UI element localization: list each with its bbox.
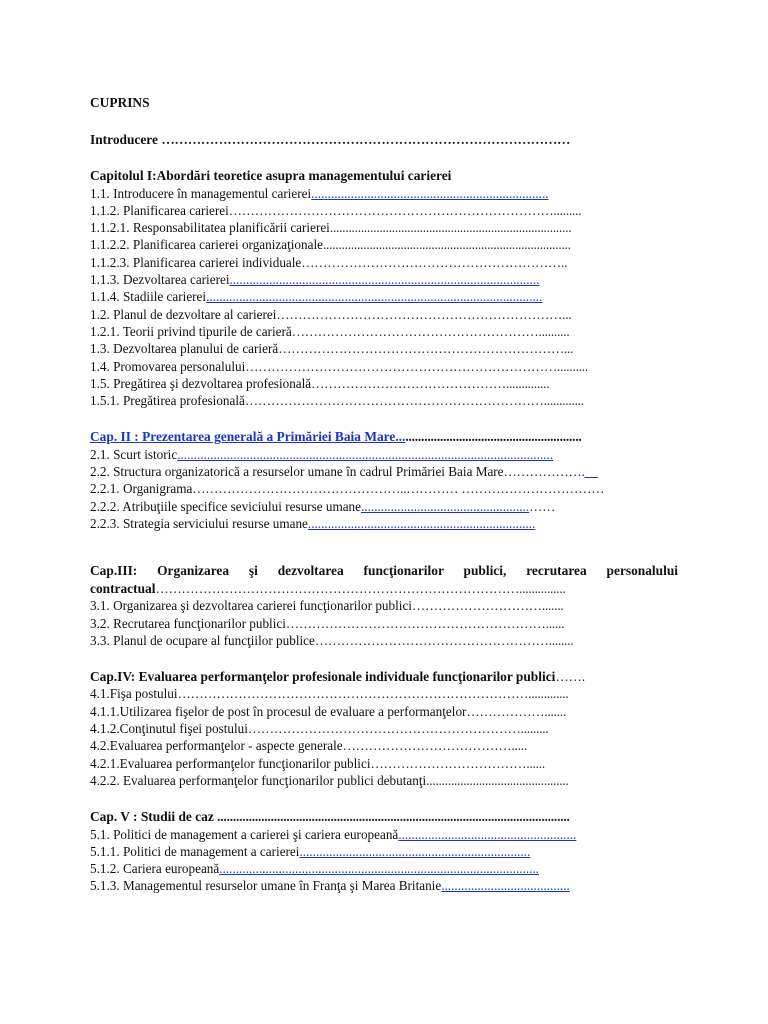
chapter-4-entries: [90, 685, 678, 789]
document-title: CUPRINS: [90, 95, 150, 110]
chapter-4-heading-text: Cap.IV: Evaluarea performanţelor profesionale individuale funcţionarilor publici: [90, 669, 556, 685]
toc-entry-text: 1.1.2. Planificarea carierei: [90, 202, 229, 218]
chapter-2-entries: [90, 446, 678, 532]
table-of-contents: [90, 94, 678, 895]
toc-entry-text: 1.1.3. Dezvoltarea carierei: [90, 272, 230, 288]
toc-entry[interactable]: [90, 219, 678, 236]
chapter-1-heading: Capitolul I:Abordări teoretice asupra managementului carierei: [90, 168, 452, 184]
toc-entry[interactable]: [90, 720, 678, 737]
toc-entry-leader: ……………………………………………………..: [301, 254, 568, 270]
toc-entry-text: 4.1.Fişa postului: [90, 686, 178, 702]
chapter-5-heading-text: Cap. V : Studii de caz: [90, 809, 214, 825]
toc-entry[interactable]: [90, 632, 678, 649]
toc-entry[interactable]: [90, 236, 678, 253]
toc-entry[interactable]: [90, 615, 678, 632]
toc-entry-text: 4.1.1.Utilizarea fişelor de post în procesul de evaluare a performanţelor: [90, 703, 467, 719]
toc-entry[interactable]: [90, 358, 678, 375]
toc-entry[interactable]: [90, 271, 678, 288]
toc-entry-leader: ……………………………………………………………………….............: [177, 686, 569, 702]
toc-entry-leader: …………………………………………………………...: [276, 306, 572, 322]
toc-entry[interactable]: [90, 323, 678, 340]
chapter-2-heading-link[interactable]: Cap. II : Prezentarea generală a Primăriei Baia Mare...: [90, 429, 406, 445]
toc-entry-leader: ..............................................................................: [329, 220, 572, 236]
toc-entry-leader: ……………………………………………………......: [285, 615, 565, 631]
toc-entry-link-leader[interactable]: ......................................................................: [299, 843, 531, 859]
toc-entry-link-leader[interactable]: ..............................................................................................: [229, 272, 540, 288]
toc-entry-link-leader[interactable]: ...................................................: [361, 498, 530, 514]
toc-entry-text: 2.1. Scurt istoric: [90, 446, 178, 462]
toc-entry[interactable]: [90, 703, 678, 720]
toc-entry-text: 3.3. Planul de ocupare al funcţiilor publice: [90, 632, 315, 648]
toc-entry-tail: __: [584, 464, 598, 480]
toc-entry-text: 3.2. Recrutarea funcţionarilor publici: [90, 615, 286, 631]
toc-entry-text: 5.1.3. Managementul resurselor umane în Franţa şi Marea Britanie: [90, 878, 442, 894]
toc-entry[interactable]: [90, 498, 678, 515]
toc-entry[interactable]: [90, 340, 678, 357]
toc-entry[interactable]: [90, 826, 678, 843]
toc-entry-leader: ………………………………………………………………..........: [245, 358, 588, 374]
toc-entry[interactable]: [90, 446, 678, 463]
toc-entry[interactable]: [90, 288, 678, 305]
chapter-3-heading: [90, 562, 678, 597]
toc-entry[interactable]: [90, 185, 678, 202]
toc-entry-text: 1.2. Planul de dezvoltare al carierei: [90, 306, 277, 322]
toc-entry-link-leader[interactable]: .................................................................................................: [219, 861, 540, 877]
toc-entry-link-leader[interactable]: .....................................................................: [307, 515, 536, 531]
chapter-5-heading-leader: ................................................................................................................: [217, 809, 570, 825]
toc-entry[interactable]: [90, 685, 678, 702]
intro-entry[interactable]: [90, 131, 678, 148]
toc-entry-text: 1.4. Promovarea personalului: [90, 358, 246, 374]
toc-entry-text: 2.2.1. Organigrama: [90, 481, 193, 497]
toc-entry[interactable]: [90, 392, 678, 409]
toc-entry-leader: ………………………………………..............: [311, 375, 550, 391]
toc-entry-leader: ................................................................................: [323, 237, 571, 253]
toc-entry-text: 5.1.1. Politici de management a carierei: [90, 843, 300, 859]
toc-entry-text: 1.1.2.1. Responsabilitatea planificării carierei: [90, 220, 330, 236]
toc-entry-leader: ..............................................: [426, 772, 569, 788]
toc-entry-text: 1.1.2.2. Planificarea carierei organizaţionale: [90, 237, 323, 253]
toc-entry-leader: …………………………………………………..........: [291, 323, 570, 339]
toc-entry[interactable]: [90, 480, 678, 497]
toc-entry[interactable]: [90, 597, 678, 614]
toc-entry-text: 2.2.3. Strategia serviciului resurse umane: [90, 515, 308, 531]
toc-entry-link-leader[interactable]: .......................................: [441, 878, 570, 894]
toc-entry-text: 1.1.4. Stadiile carierei: [90, 289, 207, 305]
chapter-3-entries: [90, 597, 678, 649]
toc-entry-text: 4.1.2.Conţinutul fişei postului: [90, 721, 248, 737]
toc-entry[interactable]: [90, 515, 678, 532]
toc-entry[interactable]: [90, 737, 678, 754]
toc-entry-text: 4.2.1.Evaluarea performanţelor funcţionarilor publici: [90, 755, 371, 771]
toc-entry-leader: ……………….: [503, 464, 585, 480]
toc-entry-text: 4.2.Evaluarea performanţelor - aspecte generale: [90, 738, 343, 754]
toc-entry-leader: ……………………………………………………….........: [247, 721, 549, 737]
toc-entry-text: 3.1. Organizarea şi dezvoltarea carierei funcţionarilor publici: [90, 598, 412, 614]
toc-entry[interactable]: [90, 306, 678, 323]
toc-entry[interactable]: [90, 860, 678, 877]
toc-entry-leader: …………………………………………..………… ……………………………: [192, 481, 605, 497]
toc-entry-text: 4.2.2. Evaluarea performanţelor funcţionarilor publici debutanţi: [90, 772, 427, 788]
toc-entry-text: 1.3. Dezvoltarea planului de carieră: [90, 341, 279, 357]
toc-entry-leader: ………………………………......: [370, 755, 545, 771]
toc-entry[interactable]: [90, 755, 678, 772]
toc-entry-text: 2.2. Structura organizatorică a resurselor umane în cadrul Primăriei Baia Mare: [90, 464, 504, 480]
toc-entry-leader: ………………………….......: [411, 598, 564, 614]
toc-entry-leader: …………………………………………………………….............: [244, 393, 584, 409]
toc-entry-leader: ………………………………………………........: [314, 632, 574, 648]
toc-entry[interactable]: [90, 202, 678, 219]
toc-entry-link-leader[interactable]: ......................................................................................................: [206, 289, 543, 305]
toc-entry-leader: …………………………………………………………...: [278, 341, 574, 357]
toc-entry-text: 1.1. Introducere în managementul carierei: [90, 185, 312, 201]
chapter-5-entries: [90, 826, 678, 895]
intro-leader: …………………………………………………………………………………: [161, 132, 571, 147]
toc-entry[interactable]: [90, 254, 678, 271]
toc-entry[interactable]: [90, 463, 678, 480]
toc-entry-text: 1.1.2.3. Planificarea carierei individuale: [90, 254, 302, 270]
toc-entry-text: 1.2.1. Teorii privind tipurile de carieră: [90, 323, 292, 339]
toc-entry-leader: ……………….......: [466, 703, 567, 719]
toc-entry[interactable]: [90, 375, 678, 392]
chapter-4-heading: [90, 668, 678, 685]
chapter-3-heading-leader: …………………………………………………………………………...............: [155, 580, 566, 596]
toc-entry-text: 1.5.1. Pregătirea profesională: [90, 393, 245, 409]
chapter-3-heading-line1: Cap.III: Organizarea şi dezvoltarea funcţionarilor publici, recrutarea personalului: [90, 563, 678, 579]
chapter-1-entries: [90, 185, 678, 410]
toc-entry-text: 2.2.2. Atribuţiile specifice seviciului resurse umane: [90, 498, 361, 514]
chapter-3-heading-line2: contractual: [90, 580, 156, 596]
chapter-2-heading-leader: ........................................................: [405, 429, 582, 445]
toc-entry-link-leader[interactable]: ..................................................................................................................: [177, 446, 554, 462]
chapter-2-heading[interactable]: [90, 428, 678, 445]
toc-entry[interactable]: [90, 772, 678, 789]
chapter-4-heading-leader: …….: [555, 669, 585, 685]
intro-label: Introducere: [90, 132, 158, 147]
toc-entry-link-leader[interactable]: ........................................................................: [311, 185, 549, 201]
toc-entry-text: 5.1. Politici de management a carierei şi cariera europeană: [90, 826, 399, 842]
toc-entry-text: 1.5. Pregătirea şi dezvoltarea profesională: [90, 375, 312, 391]
toc-entry-text: 5.1.2. Cariera europeană: [90, 861, 220, 877]
toc-entry[interactable]: [90, 877, 678, 894]
chapter-5-heading: [90, 808, 678, 825]
toc-entry-tail: ……: [529, 498, 556, 514]
toc-entry-link-leader[interactable]: ......................................................: [398, 826, 577, 842]
toc-entry-leader: ………………………………………………………………….........: [228, 202, 582, 218]
toc-entry-leader: ………………………………….....: [342, 738, 527, 754]
toc-entry[interactable]: [90, 843, 678, 860]
